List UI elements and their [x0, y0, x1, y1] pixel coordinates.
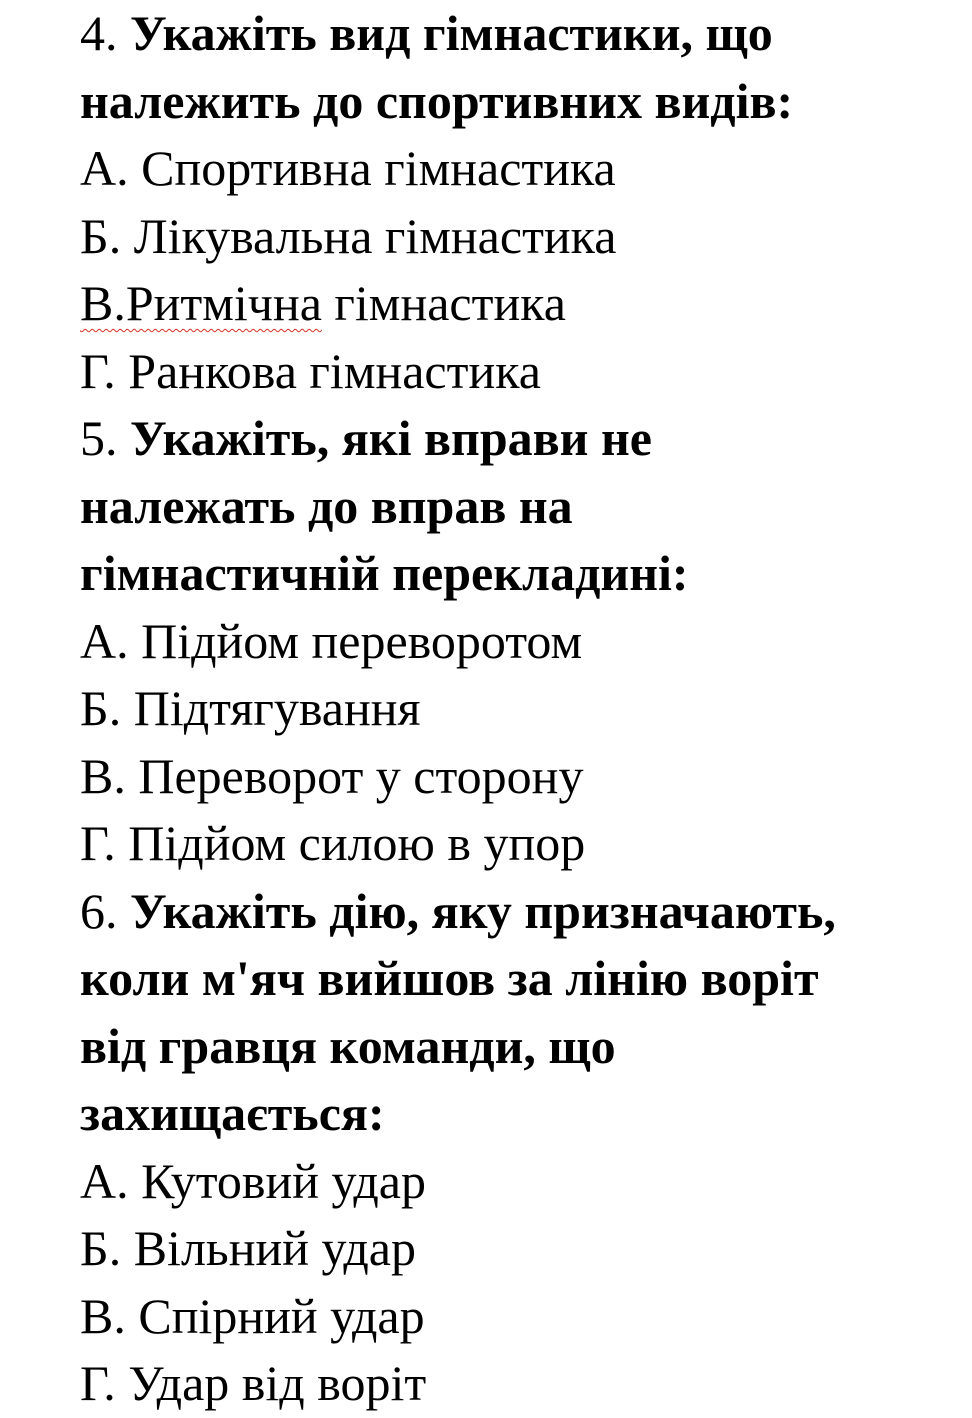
- option-b: Б. Лікувальна гімнастика: [80, 207, 617, 264]
- question-prompt-line: [80, 878, 970, 946]
- document-page: [80, 0, 970, 1418]
- options-list: [80, 608, 970, 878]
- question-prompt-line: [80, 0, 970, 68]
- question-text: Укажіть дію, яку призначають,: [130, 882, 836, 939]
- option-a: А. Підйом переворотом: [80, 612, 583, 669]
- question-text: належать до вправ на: [80, 477, 573, 534]
- question-text: від гравця команди, що: [80, 1017, 616, 1074]
- question-text: Укажіть, які вправи не: [130, 410, 652, 466]
- option-v: [80, 270, 970, 338]
- option-a: А. Спортивна гімнастика: [80, 140, 616, 196]
- options-list: [80, 135, 970, 405]
- option-g: Г. Підйом силою в упор: [80, 815, 586, 871]
- question-prompt-line: [80, 405, 970, 473]
- question-4: [80, 0, 970, 405]
- question-number: 6.: [80, 882, 118, 939]
- options-list: [80, 1148, 970, 1418]
- option-v: В. Переворот у сторону: [80, 747, 584, 804]
- question-text: належить до спортивних видів:: [80, 72, 794, 129]
- question-text: захищається:: [80, 1085, 385, 1141]
- question-text: гімнастичній перекладині:: [80, 545, 689, 601]
- question-number: 4.: [80, 5, 118, 61]
- question-text: коли м'яч вийшов за лінію воріт: [80, 950, 819, 1006]
- option-a: А. Кутовий удар: [80, 1152, 426, 1209]
- option-b: Б. Вільний удар: [80, 1220, 416, 1276]
- question-5: [80, 405, 970, 878]
- option-b: Б. Підтягування: [80, 680, 421, 736]
- spellcheck-flagged-word: В.Ритмічна: [80, 275, 322, 331]
- option-g: Г. Ранкова гімнастика: [80, 342, 541, 399]
- question-number: 5.: [80, 410, 118, 466]
- option-text: гімнастика: [321, 275, 566, 331]
- question-text: Укажіть вид гімнастики, що: [130, 5, 773, 61]
- option-v: В. Спірний удар: [80, 1287, 425, 1344]
- question-6: [80, 878, 970, 1418]
- option-g: Г. Удар від воріт: [80, 1355, 427, 1411]
